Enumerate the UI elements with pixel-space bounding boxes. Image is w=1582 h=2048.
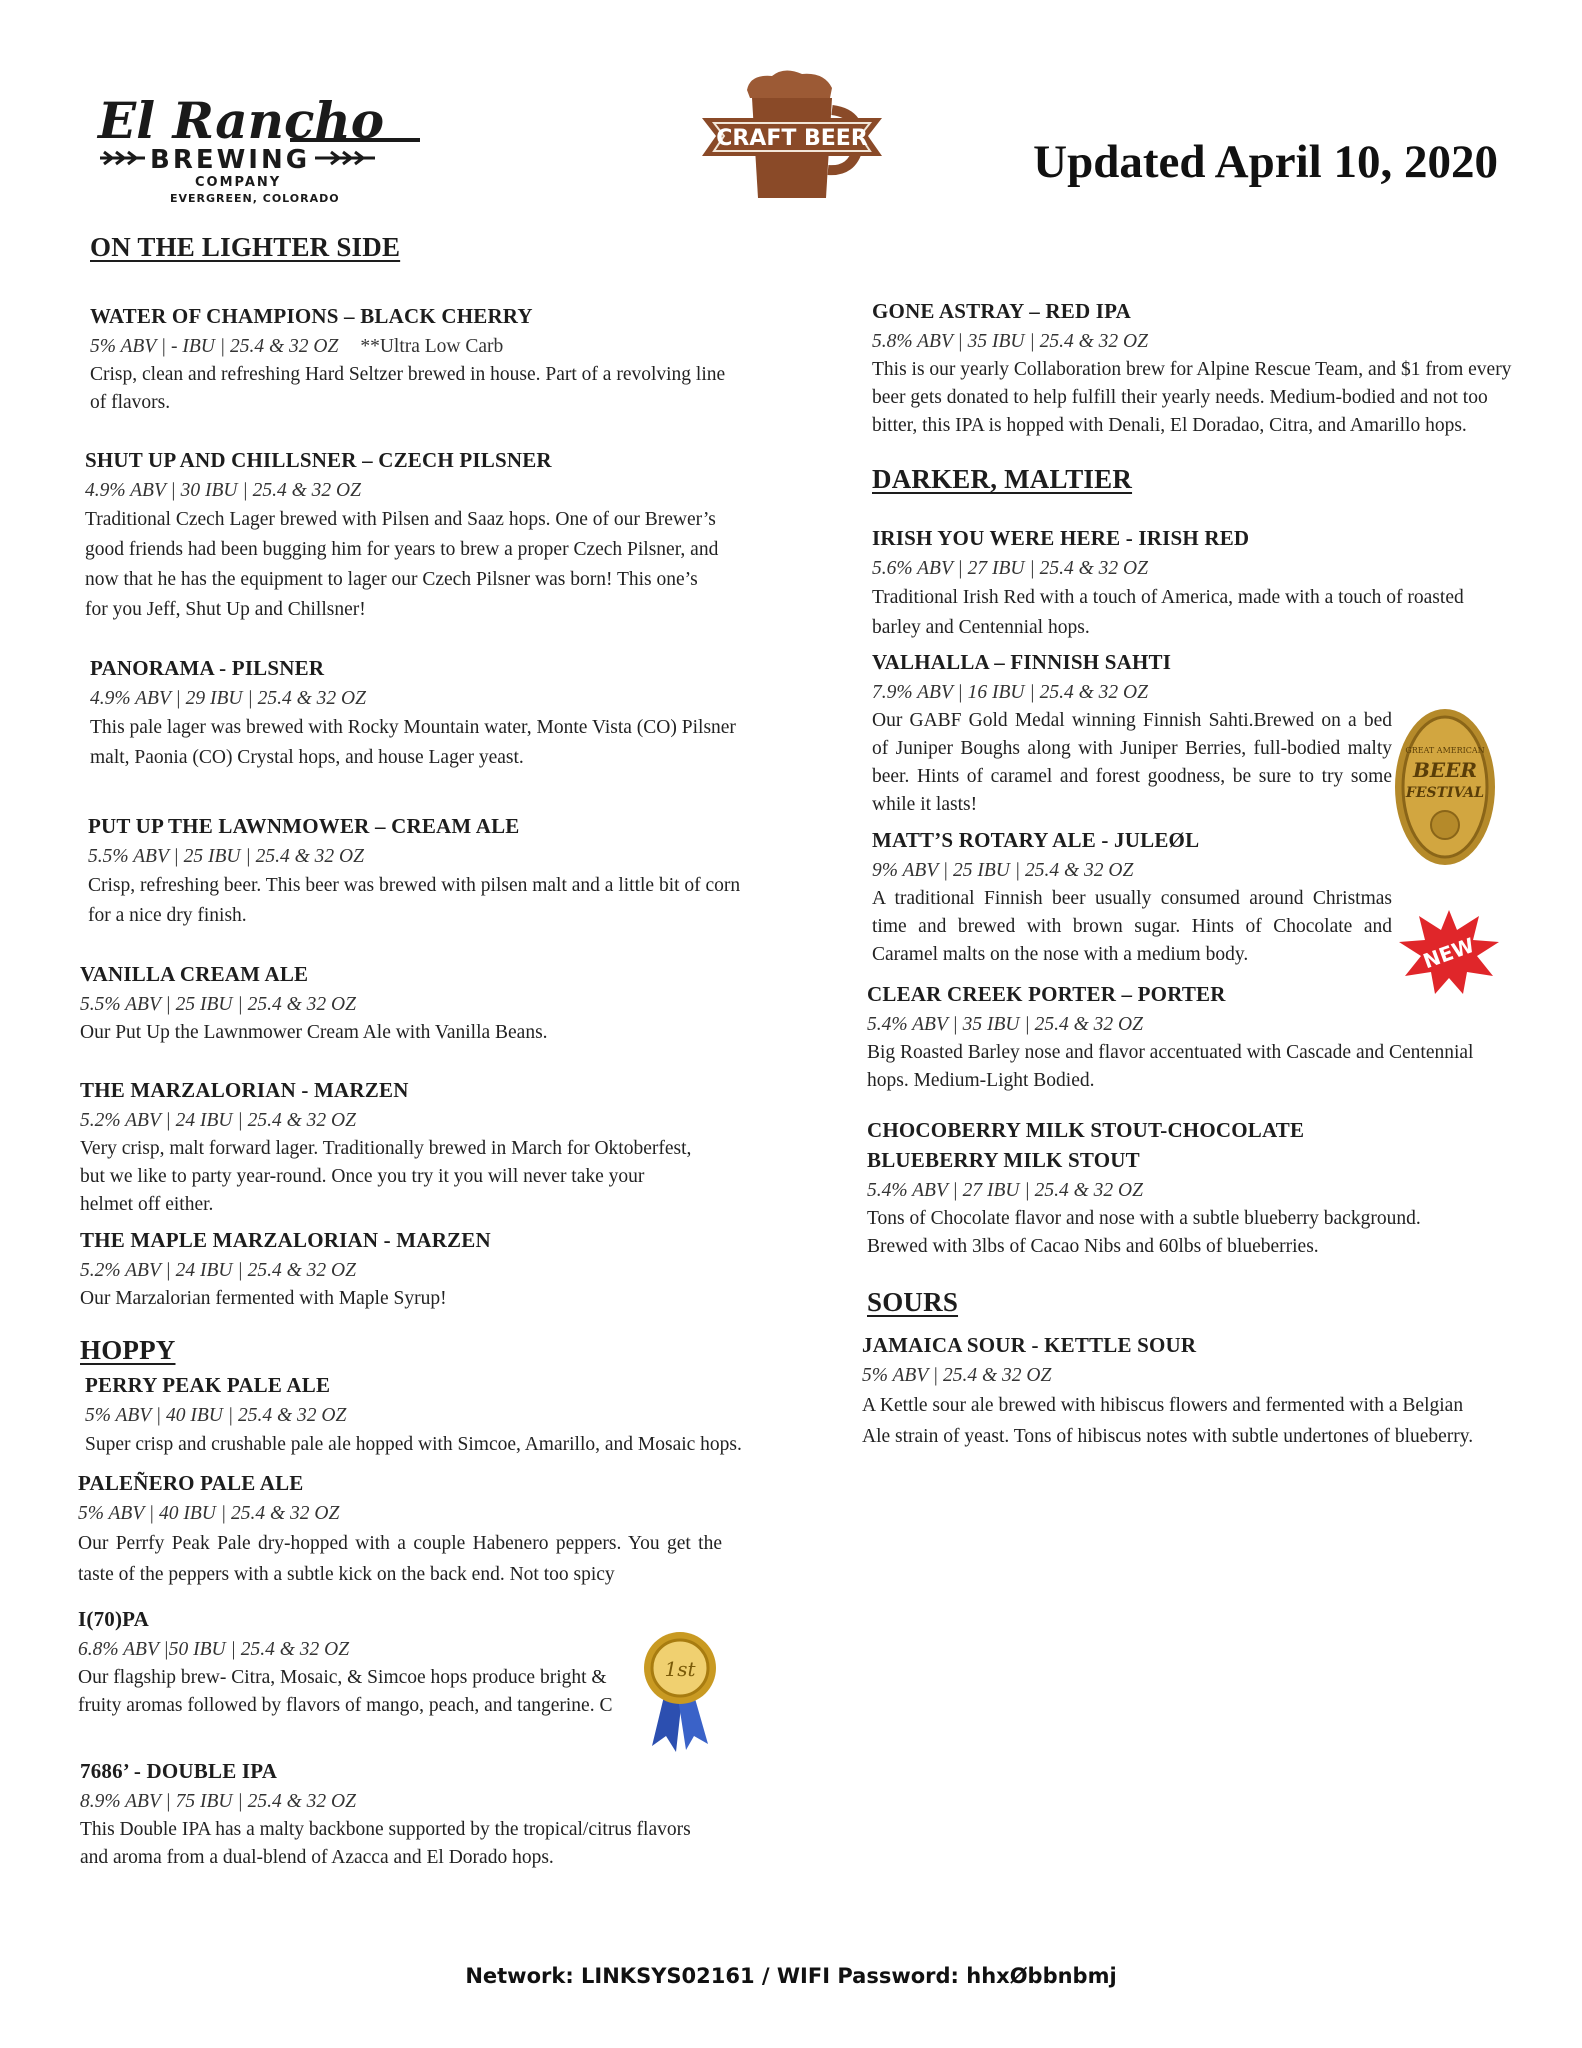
beer-stats: 5% ABV | - IBU | 25.4 & 32 OZ **Ultra Low Carb <box>90 336 504 357</box>
beer-item <box>80 961 740 1047</box>
beer-stats: 9% ABV | 25 IBU | 25.4 & 32 OZ <box>872 860 1134 881</box>
beer-name: PERRY PEAK PALE ALE <box>85 1373 331 1397</box>
beer-stats: 5% ABV | 40 IBU | 25.4 & 32 OZ <box>85 1405 347 1426</box>
beer-desc: Our GABF Gold Medal winning Finnish Sahti.Brewed on a bed of Juniper Boughs along with Juniper Berries, full-bodied malty beer. Hints of caramel and forest goodness, be sure to try some while it lasts! <box>872 710 1392 815</box>
beer-name: VANILLA CREAM ALE <box>80 962 309 986</box>
beer-name: THE MARZALORIAN - MARZEN <box>80 1078 409 1102</box>
beer-stats: 5.4% ABV | 35 IBU | 25.4 & 32 OZ <box>867 1014 1143 1035</box>
el-rancho-logo <box>90 90 450 205</box>
beer-desc: Super crisp and crushable pale ale hopped with Simcoe, Amarillo, and Mosaic hops. <box>85 1434 742 1455</box>
beer-stats: 6.8% ABV |50 IBU | 25.4 & 32 OZ <box>78 1639 350 1660</box>
beer-name: IRISH YOU WERE HERE - IRISH RED <box>872 526 1250 550</box>
beer-name: GONE ASTRAY – RED IPA <box>872 299 1131 323</box>
beer-item <box>872 298 1524 440</box>
wifi-footer: Network: LINKSYS02161 / WIFI Password: hhxØbbnbmj <box>465 1964 1117 1988</box>
beer-item <box>872 827 1392 969</box>
beer-name: JAMAICA SOUR - KETTLE SOUR <box>862 1333 1197 1357</box>
logo-brewing: BREWING <box>150 145 311 175</box>
beer-stats: 5% ABV | 25.4 & 32 OZ <box>862 1365 1052 1386</box>
beer-name: PALEÑERO PALE ALE <box>78 1471 304 1495</box>
gabf-medal-icon <box>1390 705 1500 870</box>
beer-name: I(70)PA <box>78 1607 149 1631</box>
beer-desc: Traditional Irish Red with a touch of America, made with a touch of roasted barley and Centennial hops. <box>872 587 1464 638</box>
beer-stats: 5.4% ABV | 27 IBU | 25.4 & 32 OZ <box>867 1180 1143 1201</box>
craft-beer-badge <box>692 70 892 205</box>
beer-desc: A traditional Finnish beer usually consumed around Christmas time and brewed with brown sugar. Hints of Chocolate and Caramel malts on the nose with a medium body. <box>872 888 1392 965</box>
section-lighter-side: ON THE LIGHTER SIDE <box>90 232 401 262</box>
beer-name: PANORAMA - PILSNER <box>90 656 325 680</box>
beer-item <box>862 1332 1482 1452</box>
beer-stats: 5% ABV | 40 IBU | 25.4 & 32 OZ <box>78 1503 340 1524</box>
beer-note: **Ultra Low Carb <box>360 336 504 357</box>
beer-desc: Very crisp, malt forward lager. Traditionally brewed in March for Oktoberfest, but we like to party year-round. Once you try it you will never take your helmet off either. <box>80 1138 692 1215</box>
beer-desc: Our flagship brew- Citra, Mosaic, & Simcoe hops produce bright & fruity aromas followed by flavors of mango, peach, and tangerine. C <box>78 1667 613 1716</box>
first-place-ribbon-icon <box>638 1628 724 1756</box>
beer-item <box>90 303 730 417</box>
section-sours: SOURS <box>867 1287 959 1317</box>
beer-stats: 5.2% ABV | 24 IBU | 25.4 & 32 OZ <box>80 1110 356 1131</box>
beer-item <box>867 981 1497 1095</box>
badge-label: CRAFT BEER <box>716 126 868 151</box>
beer-item <box>80 1227 740 1313</box>
beer-name: SHUT UP AND CHILLSNER – CZECH PILSNER <box>85 448 552 472</box>
beer-desc: Big Roasted Barley nose and flavor accentuated with Cascade and Centennial hops. Medium-Light Bodied. <box>867 1042 1474 1091</box>
beer-item <box>88 813 748 931</box>
beer-desc: Our Put Up the Lawnmower Cream Ale with Vanilla Beans. <box>80 1022 548 1043</box>
beer-item <box>80 1077 700 1219</box>
beer-item <box>872 525 1502 643</box>
beer-name: PUT UP THE LAWNMOWER – CREAM ALE <box>88 814 520 838</box>
right-column <box>862 298 1526 1482</box>
medal-sub: FESTIVAL <box>1405 785 1485 801</box>
beer-desc: This pale lager was brewed with Rocky Mountain water, Monte Vista (CO) Pilsner malt, Paonia (CO) Crystal hops, and house Lager yeast. <box>90 717 736 768</box>
updated-date: Updated April 10, 2020 <box>1033 136 1498 188</box>
beer-desc: Our Perrfy Peak Pale dry-hopped with a couple Habenero peppers. You get the taste of the peppers with a subtle kick on the back end. Not too spicy <box>78 1533 722 1585</box>
beer-desc: Crisp, refreshing beer. This beer was brewed with pilsen malt and a little bit of corn for a nice dry finish. <box>88 875 741 926</box>
new-label: NEW <box>1419 932 1478 974</box>
new-star-icon <box>1397 908 1501 996</box>
beer-stats: 5.6% ABV | 27 IBU | 25.4 & 32 OZ <box>872 558 1148 579</box>
section-hoppy: HOPPY <box>80 1335 176 1365</box>
beer-stats: 4.9% ABV | 29 IBU | 25.4 & 32 OZ <box>90 688 366 709</box>
beer-item <box>867 1117 1467 1261</box>
beer-stats: 5.8% ABV | 35 IBU | 25.4 & 32 OZ <box>872 331 1148 352</box>
beer-desc: A Kettle sour ale brewed with hibiscus flowers and fermented with a Belgian Ale strain of yeast. Tons of hibiscus notes with subtle undertones of blueberry. <box>862 1395 1474 1447</box>
beer-item <box>90 655 780 773</box>
beer-name-line2: BLUEBERRY MILK STOUT <box>867 1148 1140 1172</box>
beer-name: 7686’ - DOUBLE IPA <box>80 1759 278 1783</box>
beer-desc: Crisp, clean and refreshing Hard Seltzer brewed in house. Part of a revolving line of flavors. <box>90 364 726 413</box>
beer-item <box>85 447 725 625</box>
beer-desc: This Double IPA has a malty backbone supported by the tropical/citrus flavors and aroma from a dual-blend of Azacca and El Dorado hops. <box>80 1819 691 1868</box>
beer-name: VALHALLA – FINNISH SAHTI <box>872 650 1172 674</box>
medal-top: GREAT AMERICAN <box>1405 746 1485 755</box>
logo-location: EVERGREEN, COLORADO <box>170 192 340 205</box>
medal-main: BEER <box>1412 758 1478 782</box>
beer-item <box>80 1758 720 1872</box>
beer-name: MATT’S ROTARY ALE - JULEØL <box>872 828 1200 852</box>
beer-item <box>78 1606 618 1720</box>
beer-desc: This is our yearly Collaboration brew for Alpine Rescue Team, and $1 from every beer gets donated to help fulfill their yearly needs. Medium-bodied and not too bitter, this IPA is hopped with Denali, El Doradao, Citra, and Amarillo hops. <box>872 359 1512 436</box>
section-darker-maltier: DARKER, MALTIER <box>872 464 1133 494</box>
beer-stats: 5.2% ABV | 24 IBU | 25.4 & 32 OZ <box>80 1260 356 1281</box>
beer-item <box>872 649 1392 819</box>
beer-item <box>85 1372 745 1460</box>
beer-item <box>78 1470 722 1590</box>
logo-brand: El Rancho <box>98 91 385 150</box>
beer-stats: 4.9% ABV | 30 IBU | 25.4 & 32 OZ <box>85 480 361 501</box>
logo-company: COMPANY <box>195 175 282 190</box>
beer-desc: Tons of Chocolate flavor and nose with a subtle blueberry background. Brewed with 3lbs of Cacao Nibs and 60lbs of blueberries. <box>867 1208 1421 1257</box>
beer-name: WATER OF CHAMPIONS – BLACK CHERRY <box>90 304 533 328</box>
beer-stats: 7.9% ABV | 16 IBU | 25.4 & 32 OZ <box>872 682 1148 703</box>
beer-stats: 5.5% ABV | 25 IBU | 25.4 & 32 OZ <box>80 994 356 1015</box>
ribbon-label: 1st <box>664 1657 696 1681</box>
beer-name: THE MAPLE MARZALORIAN - MARZEN <box>80 1228 491 1252</box>
beer-stats: 5.5% ABV | 25 IBU | 25.4 & 32 OZ <box>88 846 364 867</box>
beer-stats: 8.9% ABV | 75 IBU | 25.4 & 32 OZ <box>80 1791 356 1812</box>
beer-name: CHOCOBERRY MILK STOUT-CHOCOLATE <box>867 1118 1305 1142</box>
beer-desc: Traditional Czech Lager brewed with Pilsen and Saaz hops. One of our Brewer’s good friends had been bugging him for years to brew a proper Czech Pilsner, and now that he has the equipment to lager our Czech Pilsner was born! This one’s for you Jeff, Shut Up and Chillsner! <box>85 509 719 620</box>
beer-desc: Our Marzalorian fermented with Maple Syrup! <box>80 1288 447 1309</box>
beer-name: CLEAR CREEK PORTER – PORTER <box>867 982 1226 1006</box>
